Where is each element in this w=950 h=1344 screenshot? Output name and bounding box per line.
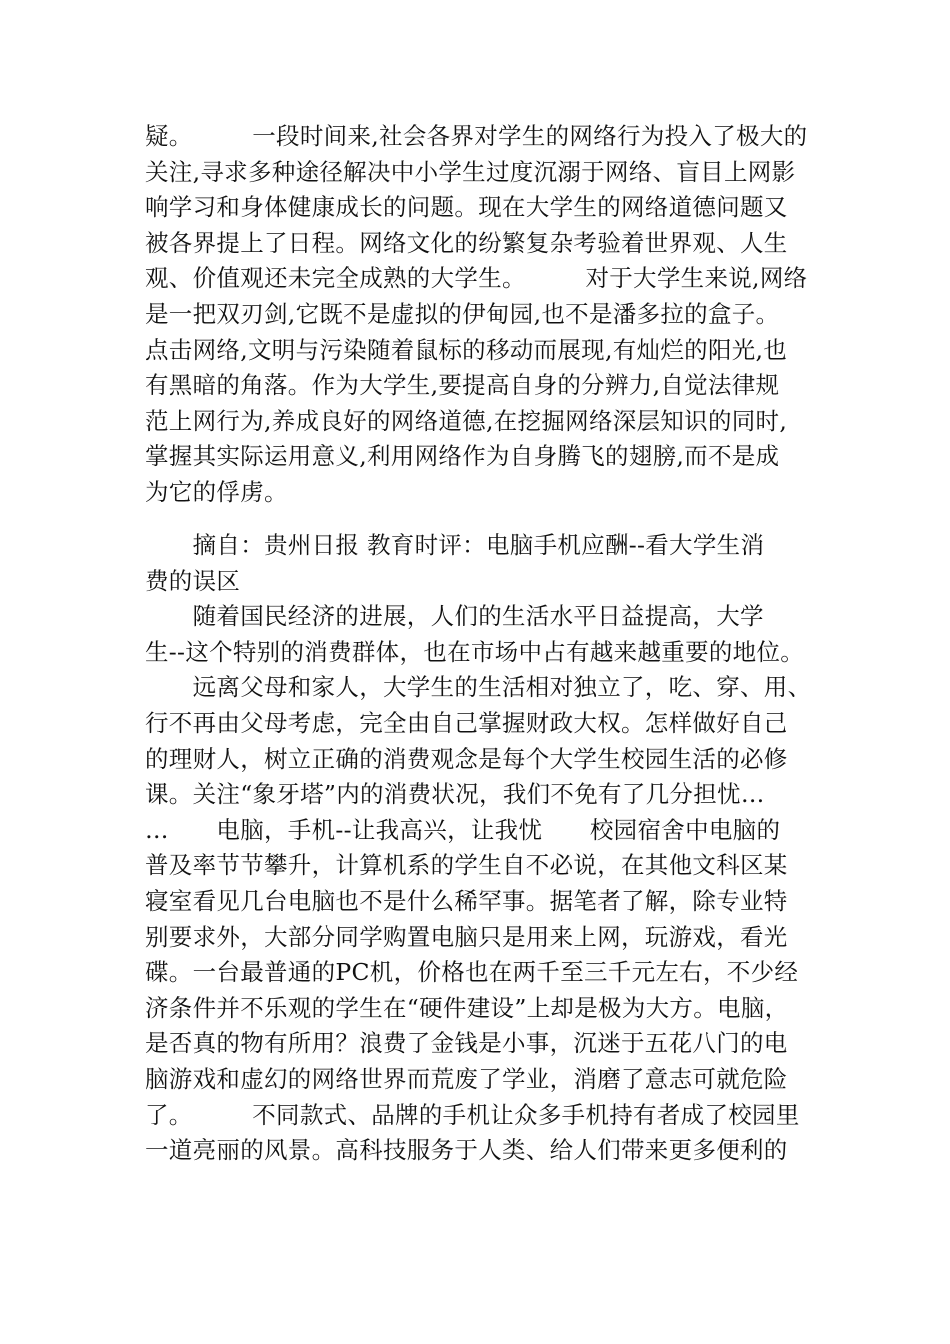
text-line: 被各界提上了日程。网络文化的纷繁复杂考验着世界观、人生 <box>145 228 788 257</box>
text-line: 一道亮丽的风景。高科技服务于人类、给人们带来更多便利的 <box>145 1136 788 1165</box>
text-line: 生--这个特别的消费群体，也在市场中占有越来越重要的地位。 <box>145 637 805 666</box>
text-line: 是否真的物有所用？浪费了金钱是小事，沉迷于五花八门的电 <box>145 1029 788 1058</box>
text-line: 随着国民经济的进展，人们的生活水平日益提高，大学 <box>145 602 764 631</box>
text-line: 观、价值观还未完全成熟的大学生。 对于大学生来说,网络 <box>145 264 808 293</box>
text-line: 了。 不同款式、品牌的手机让众多手机持有者成了校园里 <box>145 1100 800 1129</box>
text-line: 范上网行为,养成良好的网络道德,在挖掘网络深层知识的同时, <box>145 406 788 435</box>
source-line: 费的误区 <box>145 566 241 595</box>
text-line: 碟。一台最普通的PC机，价格也在两千至三千元左右，不少经 <box>145 958 799 987</box>
text-line: 响学习和身体健康成长的问题。现在大学生的网络道德问题又 <box>145 193 788 222</box>
text-line: 为它的俘虏。 <box>145 477 288 506</box>
text-line: 掌握其实际运用意义,利用网络作为自身腾飞的翅膀,而不是成 <box>145 442 780 471</box>
source-line: 摘自：贵州日报 教育时评：电脑手机应酬--看大学生消 <box>145 531 765 559</box>
article-body-part-2 <box>145 528 810 1169</box>
text-line: 的理财人，树立正确的消费观念是每个大学生校园生活的必修 <box>145 744 788 773</box>
text-line: 济条件并不乐观的学生在“硬件建设”上却是极为大方。电脑， <box>145 993 789 1022</box>
text-line: 行不再由父母考虑，完全由自己掌握财政大权。怎样做好自己 <box>145 708 788 737</box>
text-line: 课。关注“象牙塔”内的消费状况，我们不免有了几分担忧… <box>145 780 765 809</box>
text-line: 普及率节节攀升，计算机系的学生自不必说，在其他文科区某 <box>145 851 788 880</box>
text-line: 别要求外，大部分同学购置电脑只是用来上网，玩游戏，看光 <box>145 922 788 951</box>
text-line: 疑。 一段时间来,社会各界对学生的网络行为投入了极大的 <box>145 122 808 150</box>
text-line: … 电脑，手机--让我高兴，让我忧 校园宿舍中电脑的 <box>145 815 781 844</box>
text-line: 寝室看见几台电脑也不是什么稀罕事。据笔者了解，除专业特 <box>145 886 788 915</box>
text-line: 是一把双刃剑,它既不是虚拟的伊甸园,也不是潘多拉的盒子。 <box>145 299 780 328</box>
text-line: 脑游戏和虚幻的网络世界而荒废了学业，消磨了意志可就危险 <box>145 1064 788 1093</box>
text-line: 远离父母和家人，大学生的生活相对独立了，吃、穿、用、 <box>145 673 812 702</box>
text-line: 关注,寻求多种途径解决中小学生过度沉溺于网络、盲目上网影 <box>145 157 796 186</box>
text-line: 有黑暗的角落。作为大学生,要提高自身的分辨力,自觉法律规 <box>145 371 780 400</box>
text-line: 点击网络,文明与污染随着鼠标的移动而展现,有灿烂的阳光,也 <box>145 335 788 364</box>
article-body-part-1 <box>145 119 810 511</box>
